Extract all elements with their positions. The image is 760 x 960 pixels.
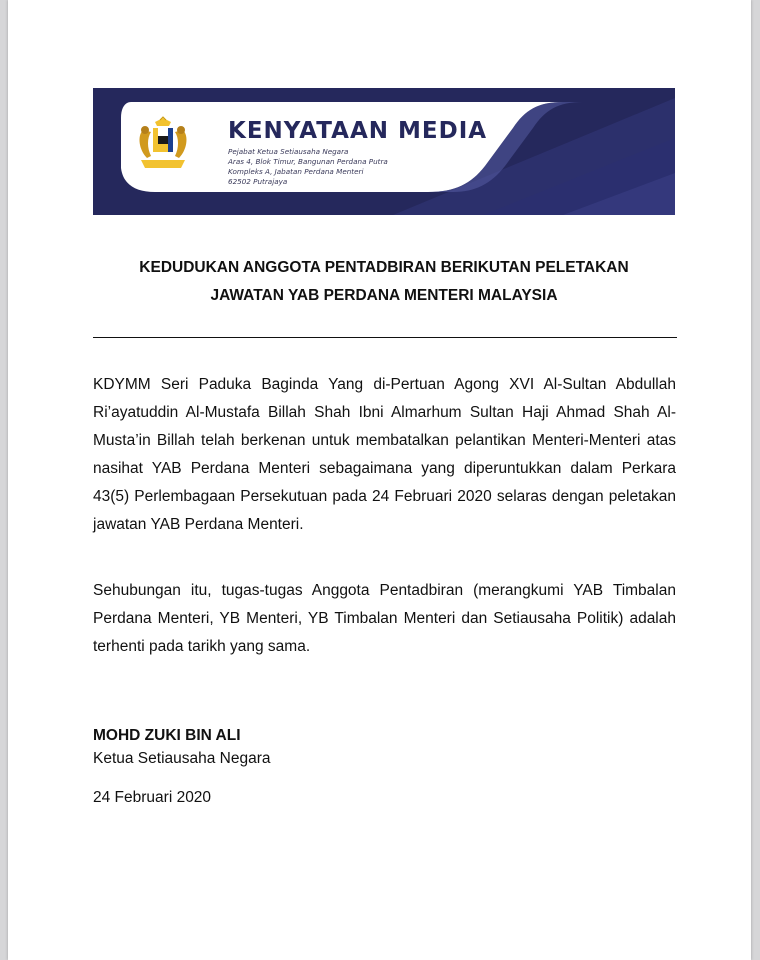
document-title <box>93 254 675 310</box>
document-page <box>8 0 751 960</box>
banner-title: KENYATAAN MEDIA <box>228 118 488 144</box>
banner-address <box>228 147 388 187</box>
malaysia-coat-of-arms-icon <box>135 116 191 176</box>
signatory-name: MOHD ZUKI BIN ALI <box>93 727 241 744</box>
signatory-title: Ketua Setiausaha Negara <box>93 750 271 767</box>
body-paragraph: KDYMM Seri Paduka Baginda Yang di-Pertuan Agong XVI Al-Sultan Abdullah Ri’ayatuddin Al-Mustafa Billah Shah Ibni Almarhum Sultan Haji Ahmad Shah Al-Musta’in Billah telah berkenan untuk membatalkan pelantikan Menteri-Menteri atas nasihat YAB Perdana Menteri sebagaimana yang diperuntukkan dalam Perkara 43(5) Perlembagaan Persekutuan pada 24 Februari 2020 selaras dengan peletakan jawatan YAB Perdana Menteri. <box>93 376 676 533</box>
body-paragraph: Sehubungan itu, tugas-tugas Anggota Pentadbiran (merangkumi YAB Timbalan Perdana Menteri, YB Menteri, YB Timbalan Menteri dan Setiausaha Politik) adalah terhenti pada tarikh yang sama. <box>93 582 676 655</box>
document-title-line: KEDUDUKAN ANGGOTA PENTADBIRAN BERIKUTAN PELETAKAN <box>139 259 629 276</box>
address-line: Aras 4, Blok Timur, Bangunan Perdana Putra <box>228 157 388 166</box>
media-statement-banner <box>93 88 675 215</box>
address-line: Kompleks A, Jabatan Perdana Menteri <box>228 167 364 176</box>
address-line: Pejabat Ketua Setiausaha Negara <box>228 147 349 156</box>
signature-block <box>93 724 271 770</box>
document-date: 24 Februari 2020 <box>93 789 212 806</box>
address-line: 62502 Putrajaya <box>228 177 288 186</box>
document-title-line: JAWATAN YAB PERDANA MENTERI MALAYSIA <box>210 287 558 304</box>
title-divider <box>93 337 677 338</box>
